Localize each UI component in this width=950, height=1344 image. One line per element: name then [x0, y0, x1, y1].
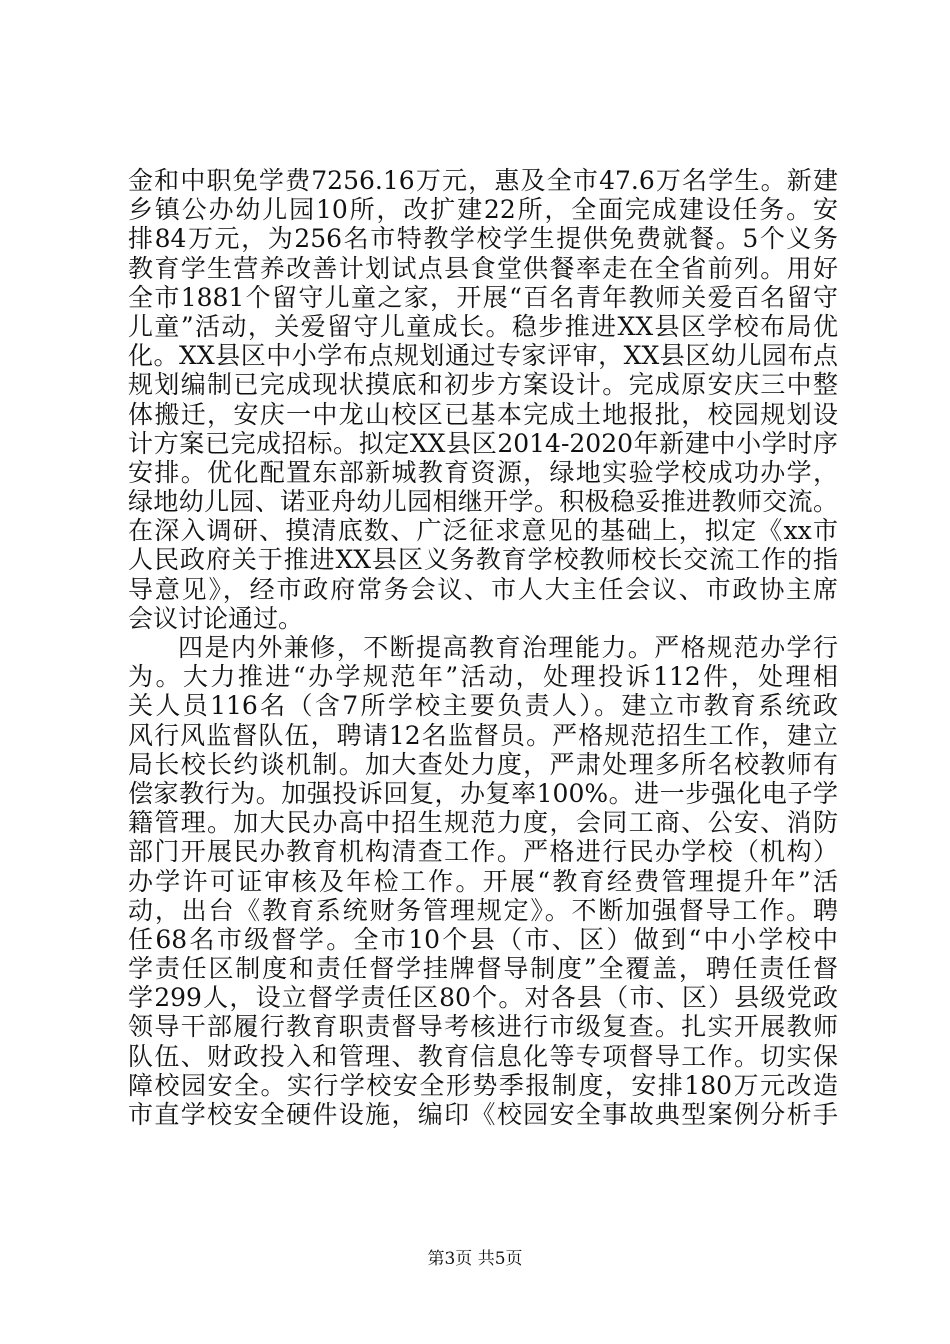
- text-line: 部门开展民办教育机构清查工作。严格进行民办学校（机构）: [128, 837, 838, 867]
- text-line: 体搬迁，安庆一中龙山校区已基本完成土地报批，校园规划设: [128, 399, 838, 429]
- text-line: 乡镇公办幼儿园10所，改扩建22所，全面完成建设任务。安: [128, 195, 838, 225]
- text-line: 安排。优化配置东部新城教育资源，绿地实验学校成功办学，: [128, 457, 838, 487]
- text-line: 风行风监督队伍，聘请12名监督员。严格规范招生工作，建立: [128, 720, 838, 750]
- text-line: 导意见》，经市政府常务会议、市人大主任会议、市政协主席: [128, 574, 838, 604]
- text-line: 任68名市级督学。全市10个县（市、区）做到“中小学校中: [128, 924, 838, 954]
- text-line: 会议讨论通过。: [128, 603, 304, 633]
- text-line: 金和中职免学费7256.16万元，惠及全市47.6万名学生。新建: [128, 166, 838, 195]
- text-line: 在深入调研、摸清底数、广泛征求意见的基础上，拟定《xx市: [128, 516, 838, 546]
- text-line: 全市1881个留守儿童之家，开展“百名青年教师关爱百名留守: [128, 282, 838, 312]
- text-line: 障校园安全。实行学校安全形势季报制度，安排180万元改造: [128, 1070, 838, 1100]
- text-line: 教育学生营养改善计划试点县食堂供餐率走在全省前列。用好: [128, 253, 838, 283]
- text-line: 市直学校安全硬件设施，编印《校园安全事故典型案例分析手: [128, 1100, 838, 1129]
- text-line: 四是内外兼修，不断提高教育治理能力。严格规范办学行: [178, 633, 838, 662]
- paragraph-2: [128, 633, 838, 1129]
- text-line: 学责任区制度和责任督学挂牌督导制度”全覆盖，聘任责任督: [128, 954, 838, 984]
- text-line: 排84万元，为256名市特教学校学生提供免费就餐。5个义务: [128, 224, 838, 254]
- text-line: 人民政府关于推进XX县区义务教育学校教师校长交流工作的指: [128, 545, 838, 575]
- text-line: 队伍、财政投入和管理、教育信息化等专项督导工作。切实保: [128, 1041, 838, 1071]
- text-line: 籍管理。加大民办高中招生规范力度，会同工商、公安、消防: [128, 808, 838, 838]
- text-line: 规划编制已完成现状摸底和初步方案设计。完成原安庆三中整: [128, 370, 838, 400]
- text-line: 关人员116名（含7所学校主要负责人）。建立市教育系统政: [128, 691, 838, 721]
- text-line: 计方案已完成招标。拟定XX县区2014-2020年新建中小学时序: [128, 428, 838, 458]
- text-line: 偿家教行为。加强投诉回复，办复率100%。进一步强化电子学: [128, 778, 838, 808]
- text-line: 绿地幼儿园、诺亚舟幼儿园相继开学。积极稳妥推进教师交流。: [128, 487, 838, 517]
- text-line: 学299人，设立督学责任区80个。对各县（市、区）县级党政: [128, 983, 838, 1013]
- page-footer: 第3页 共5页: [427, 1249, 523, 1269]
- text-line: 局长校长约谈机制。加大查处力度，严肃处理多所名校教师有: [128, 749, 838, 779]
- text-line: 办学许可证审核及年检工作。开展“教育经费管理提升年”活: [128, 866, 838, 896]
- text-line: 领导干部履行教育职责督导考核进行市级复查。扎实开展教师: [128, 1012, 838, 1042]
- text-line: 动，出台《教育系统财务管理规定》。不断加强督导工作。聘: [128, 895, 838, 925]
- text-line: 为。大力推进“办学规范年”活动，处理投诉112件，处理相: [128, 662, 838, 692]
- text-line: 化。XX县区中小学布点规划通过专家评审，XX县区幼儿园布点: [128, 341, 838, 371]
- paragraph-1: [128, 166, 838, 633]
- body-text: [128, 166, 838, 1129]
- text-line: 儿童”活动，关爱留守儿童成长。稳步推进XX县区学校布局优: [128, 311, 838, 341]
